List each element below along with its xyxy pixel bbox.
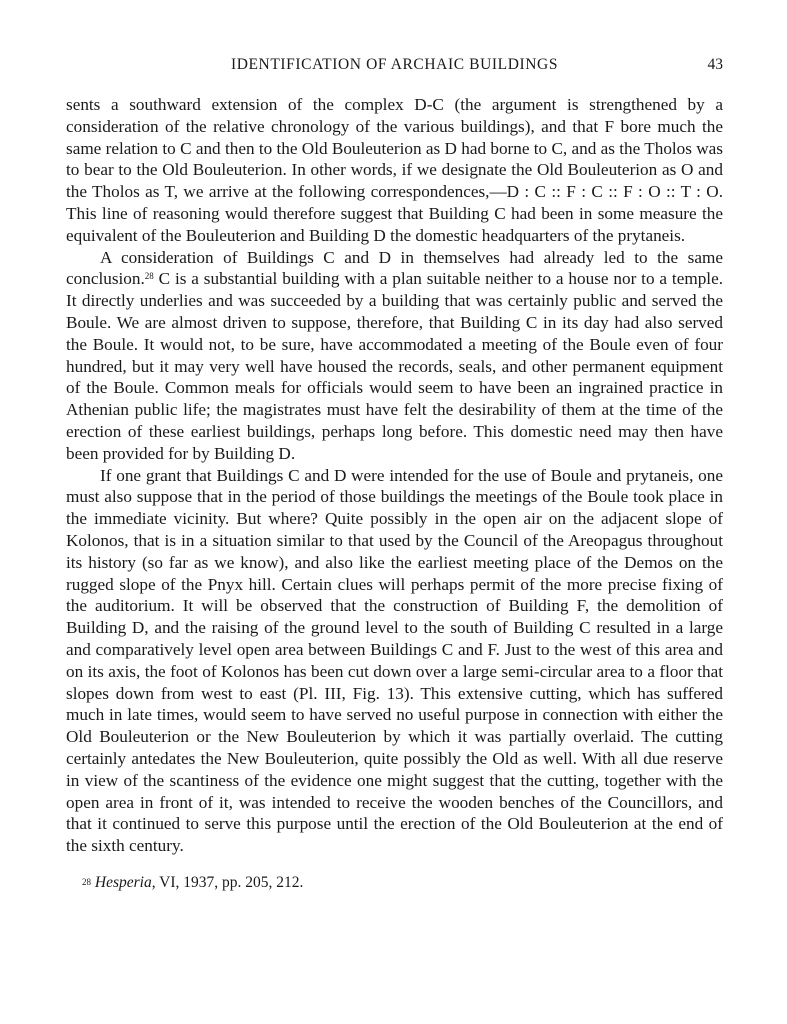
paragraph-continued: sents a southward extension of the complex D-C (the argument is strengthened by a consideration of the relative chronology of the various buildings), and that F bore much the same relation to C and then to the Old Bouleuterion as D had borne to C, and as the Tholos was to bear to the Old Bouleuterion. In other words, if we designate the Old Bouleuterion as O and the Tholos as T, we arrive at the following correspondences,—D : C :: F : C :: F : O :: T : O. This line of reasoning would therefore suggest that Building C had been in some measure the equivalent of the Bouleuterion and Building D the domestic headquarters of the prytaneis. (66, 95, 723, 245)
paragraph: If one grant that Buildings C and D were intended for the use of Boule and prytaneis, one must also suppose that in the period of those buildings the meetings of the Boule took place in the immediate vicinity. But where? Quite possibly in the open air on the adjacent slope of Kolonos, that is in a situation similar to that used by the Council of the Areopagus throughout its history (so far as we know), and also like the earliest meeting place of the Demos on the rugged slope of the Pnyx hill. Certain clues will perhaps permit of the more precise fixing of the auditorium. It will be observed that the construction of Building F, the demolition of Building D, and the raising of the ground level to the south of Building C resulted in a large and comparatively level open area between Buildings C and F. Just to the west of this area and on its axis, the foot of Kolonos has been cut down over a large semi-circular area to a floor that slopes down from west to east (Pl. III, Fig. 13). This extensive cutting, which has suffered much in late times, would seem to have served no useful purpose in connection with either the Old Bouleuterion or the New Bouleuterion by which it was partially overlaid. The cutting certainly antedates the New Bouleuterion, quite possibly the Old as well. With all due reserve in view of the scantiness of the evidence one might suggest that the cutting, together with the open area in front of it, was intended to receive the wooden benches of the Councillors, and that it continued to serve this purpose until the erection of the Old Bouleuterion at the end of the sixth century. (66, 465, 723, 856)
page-number: 43 (707, 56, 723, 73)
footnote-reference: 28 (144, 271, 154, 282)
footnote-journal: Hesperia (94, 873, 152, 891)
paragraph (66, 247, 723, 465)
running-header (66, 56, 723, 80)
footnote (66, 873, 723, 893)
footnote-number: 28 (82, 876, 91, 887)
page (66, 56, 723, 893)
paragraph-text: A consideration of Buildings C and D in themselves had already led to the same conclusion. (66, 247, 723, 289)
paragraph-text: C is a substantial building with a plan suitable neither to a house nor to a temple. It directly underlies and was succeeded by a building that was certainly public and served the Boule. We are almost driven to suppose, therefore, that Building C in its day had also served the Boule. It would not, to be sure, have accommodated a meeting of the Boule even of four hundred, but it may very well have housed the records, seals, and other permanent equipment of the Boule. Common meals for officials would seem to have been an ingrained practice in Athenian public life; the magistrates must have felt the desirability of them at the time of the erection of these earliest buildings, perhaps long before. This domestic need may then have been provided for by Building D. (66, 269, 723, 463)
running-title: IDENTIFICATION OF ARCHAIC BUILDINGS (230, 56, 559, 73)
body-text (66, 94, 723, 857)
footnote-citation: , VI, 1937, pp. 205, 212. (151, 873, 304, 891)
